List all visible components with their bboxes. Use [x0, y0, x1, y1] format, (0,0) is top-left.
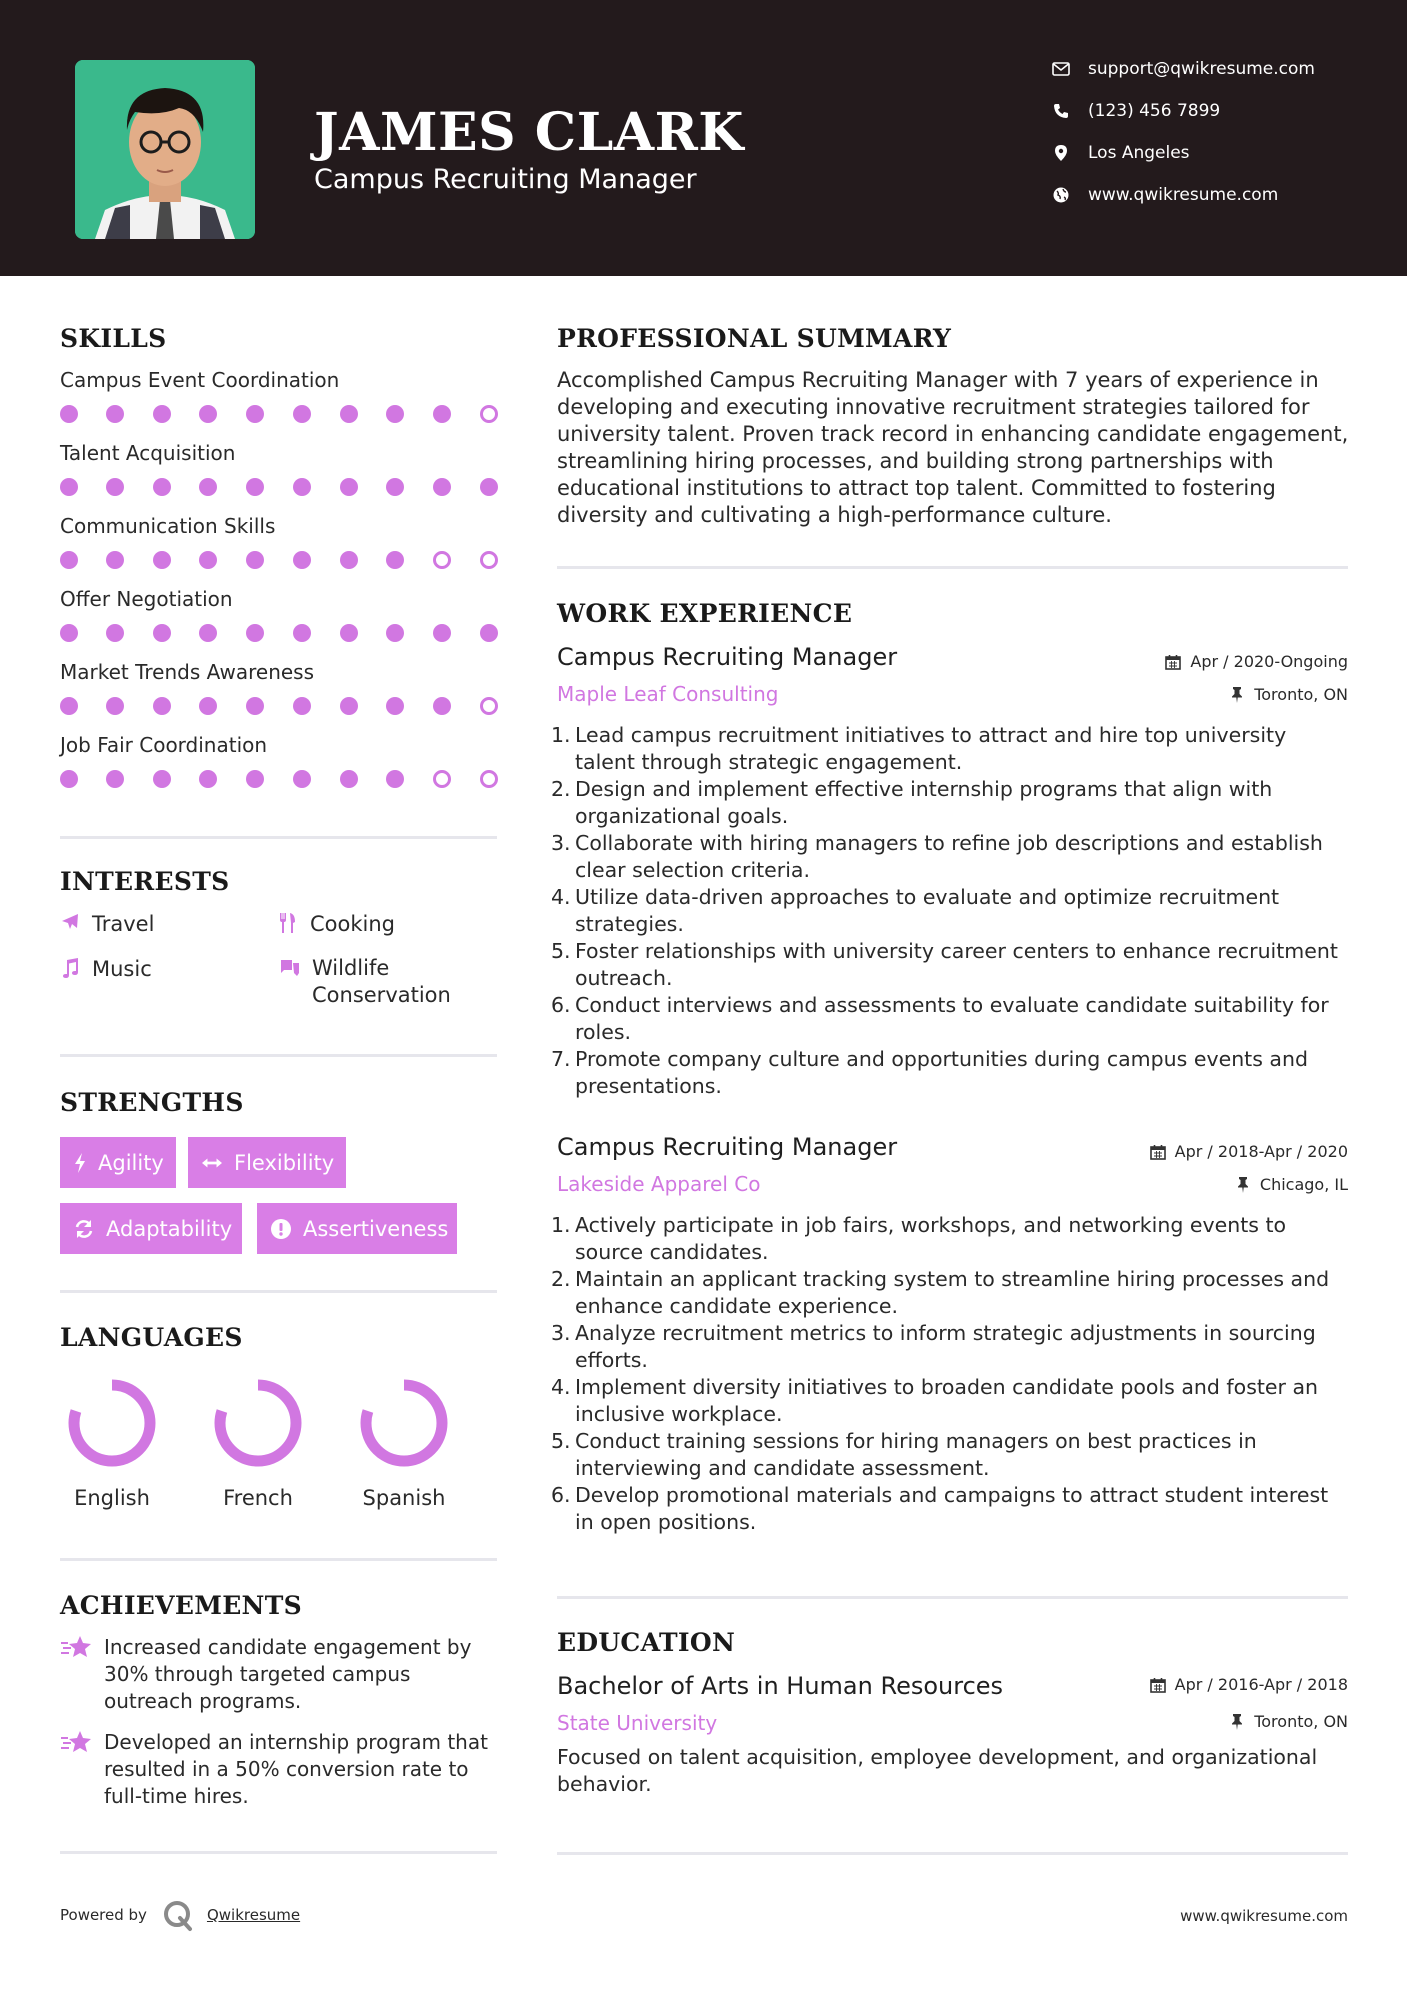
rating-dot-filled	[199, 478, 217, 496]
bullet-text: Lead campus recruitment initiatives to attract and hire top university talent through strategic engagement.	[575, 723, 1287, 774]
language-level-ring	[354, 1373, 454, 1473]
job-bullet-item	[551, 1046, 1351, 1100]
rating-dot-filled	[106, 624, 124, 642]
bullet-number: 2.	[551, 1267, 571, 1291]
bullet-text: Analyze recruitment metrics to inform strategic adjustments in sourcing efforts.	[575, 1321, 1316, 1372]
rating-dot-empty	[433, 770, 451, 788]
rating-dot-filled	[199, 770, 217, 788]
contact-website[interactable]	[1050, 180, 1370, 210]
pushpin-icon	[1234, 1176, 1252, 1194]
job-bullet-item	[551, 1212, 1351, 1266]
job-dates	[1149, 1142, 1348, 1161]
pushpin-icon	[1228, 686, 1246, 704]
rating-dot-filled	[153, 405, 171, 423]
rating-dot-filled	[386, 697, 404, 715]
rating-dot-filled	[246, 770, 264, 788]
bullet-text: Collaborate with hiring managers to refine job descriptions and establish clear selection criteria.	[575, 831, 1323, 882]
education-heading: EDUCATION	[557, 1628, 736, 1657]
rating-dot-filled	[293, 551, 311, 569]
bullet-text: Actively participate in job fairs, workshops, and networking events to source candidates.	[575, 1213, 1287, 1264]
envelope-icon	[1050, 58, 1072, 80]
strength-label: Flexibility	[234, 1150, 335, 1175]
language-level-ring	[62, 1373, 162, 1473]
skill-rating	[60, 404, 500, 424]
interest-travel	[60, 912, 154, 936]
resume-header	[0, 0, 1407, 276]
rating-dot-filled	[433, 697, 451, 715]
shooting-star-icon	[60, 1634, 92, 1662]
bullet-text: Implement diversity initiatives to broaden candidate pools and foster an inclusive workplace.	[575, 1375, 1319, 1426]
job-bullet-item	[551, 1320, 1351, 1374]
contact-phone-text: (123) 456 7899	[1088, 101, 1221, 121]
education-location	[1228, 1712, 1348, 1731]
rating-dot-filled	[153, 551, 171, 569]
contact-location	[1050, 138, 1370, 168]
language-level-arc	[74, 1385, 150, 1461]
brand-link[interactable]: Qwikresume	[206, 1906, 301, 1924]
skill-rating	[60, 696, 500, 716]
contact-location-text: Los Angeles	[1088, 143, 1190, 163]
calendar-icon	[1149, 1143, 1167, 1161]
job-bullet-item	[551, 992, 1351, 1046]
strength-flexibility	[188, 1137, 346, 1188]
skill-rating	[60, 769, 500, 789]
globe-icon	[1050, 184, 1072, 206]
rating-dot-filled	[386, 405, 404, 423]
strength-assertiveness	[257, 1203, 457, 1254]
arrows-horizontal-icon	[202, 1153, 222, 1173]
divider	[60, 1851, 497, 1854]
interest-label: Cooking	[310, 912, 395, 936]
job-bullet-item	[551, 776, 1351, 830]
rating-dot-filled	[60, 697, 78, 715]
qwikresume-logo-icon	[161, 1898, 195, 1932]
job-bullet-item	[551, 938, 1351, 992]
divider	[557, 1852, 1348, 1855]
rating-dot-filled	[199, 551, 217, 569]
rating-dot-filled	[246, 697, 264, 715]
refresh-icon	[74, 1219, 94, 1239]
contact-email[interactable]	[1050, 54, 1370, 84]
strengths-heading: STRENGTHS	[60, 1088, 244, 1117]
languages-heading: LANGUAGES	[60, 1323, 243, 1352]
divider	[557, 1596, 1348, 1599]
skill-label: Talent Acquisition	[60, 441, 236, 465]
company-name: Maple Leaf Consulting	[557, 682, 779, 706]
rating-dot-filled	[246, 478, 264, 496]
bullet-number: 3.	[551, 1321, 571, 1345]
footer-url[interactable]: www.qwikresume.com	[1180, 1907, 1348, 1925]
plane-icon	[60, 912, 82, 936]
rating-dot-filled	[293, 697, 311, 715]
rating-dot-empty	[480, 405, 498, 423]
summary-text: Accomplished Campus Recruiting Manager with 7 years of experience in developing and executing innovative recruitment strategies tailored for university talent. Proven track record in enhancing candidate engagement, streamlining hiring processes, and building strong partnerships with educational institutions to attract top talent. Committed to fostering diversity and cultivating a high-performance culture.	[557, 368, 1349, 527]
rating-dot-filled	[246, 551, 264, 569]
job-bullet-item	[551, 1266, 1351, 1320]
job-bullet-item	[551, 722, 1351, 776]
job-bullets	[551, 722, 1351, 1100]
rating-dot-filled	[386, 478, 404, 496]
job-location-text: Chicago, IL	[1259, 1175, 1348, 1194]
rating-dot-filled	[106, 551, 124, 569]
rating-dot-empty	[480, 770, 498, 788]
achievement-item	[60, 1729, 500, 1810]
rating-dot-filled	[340, 478, 358, 496]
rating-dot-filled	[153, 624, 171, 642]
achievement-text: Developed an internship program that resulted in a 50% conversion rate to full-time hires.	[104, 1730, 488, 1808]
school-name: State University	[557, 1711, 718, 1735]
contact-email-text: support@qwikresume.com	[1088, 59, 1315, 79]
skill-label: Market Trends Awareness	[60, 660, 315, 684]
education-location-text: Toronto, ON	[1254, 1712, 1348, 1731]
bullet-number: 1.	[551, 723, 571, 747]
bolt-icon	[74, 1153, 86, 1173]
rating-dot-filled	[106, 405, 124, 423]
rating-dot-filled	[199, 405, 217, 423]
rating-dot-filled	[246, 624, 264, 642]
rating-dot-filled	[153, 697, 171, 715]
rating-dot-filled	[293, 770, 311, 788]
rating-dot-filled	[60, 405, 78, 423]
bullet-text: Design and implement effective internship programs that align with organizational goals.	[575, 777, 1273, 828]
rating-dot-filled	[480, 624, 498, 642]
skill-label: Offer Negotiation	[60, 587, 233, 611]
strength-adaptability	[60, 1203, 242, 1254]
book-icon	[280, 957, 302, 981]
rating-dot-filled	[480, 478, 498, 496]
strength-agility	[60, 1137, 176, 1188]
bullet-text: Develop promotional materials and campaigns to attract student interest in open positions.	[575, 1483, 1329, 1534]
divider	[60, 1054, 497, 1057]
job-dates-text: Apr / 2018-Apr / 2020	[1174, 1142, 1348, 1161]
company-name: Lakeside Apparel Co	[557, 1172, 761, 1196]
contact-phone[interactable]	[1050, 96, 1370, 126]
rating-dot-filled	[293, 624, 311, 642]
rating-dot-filled	[293, 478, 311, 496]
music-note-icon	[60, 957, 82, 981]
skill-label: Job Fair Coordination	[60, 733, 268, 757]
candidate-title: Campus Recruiting Manager	[314, 164, 697, 195]
skill-rating	[60, 623, 500, 643]
job-bullet-item	[551, 884, 1351, 938]
profile-photo	[75, 60, 255, 239]
rating-dot-filled	[433, 405, 451, 423]
bullet-text: Conduct interviews and assessments to evaluate candidate suitability for roles.	[575, 993, 1329, 1044]
interest-label: Wildlife Conservation	[312, 956, 451, 1007]
interest-label: Music	[92, 957, 152, 981]
bullet-number: 5.	[551, 1429, 571, 1453]
divider	[557, 566, 1348, 569]
rating-dot-filled	[153, 770, 171, 788]
language-level-arc	[220, 1385, 296, 1461]
utensils-icon	[278, 912, 300, 936]
rating-dot-filled	[340, 770, 358, 788]
language-level-ring	[208, 1373, 308, 1473]
footer-powered-by	[60, 1898, 300, 1932]
rating-dot-filled	[386, 770, 404, 788]
rating-dot-filled	[340, 405, 358, 423]
candidate-name: JAMES CLARK	[314, 102, 745, 163]
bullet-number: 6.	[551, 993, 571, 1017]
summary-heading: PROFESSIONAL SUMMARY	[557, 324, 952, 353]
achievement-text: Increased candidate engagement by 30% through targeted campus outreach programs.	[104, 1635, 472, 1713]
achievements-heading: ACHIEVEMENTS	[60, 1591, 302, 1620]
location-icon	[1050, 142, 1072, 164]
language-level-arc	[366, 1385, 442, 1461]
job-bullet-item	[551, 1428, 1351, 1482]
calendar-icon	[1164, 653, 1182, 671]
job-dates	[1164, 652, 1348, 671]
rating-dot-filled	[199, 697, 217, 715]
rating-dot-filled	[153, 478, 171, 496]
rating-dot-filled	[386, 551, 404, 569]
rating-dot-filled	[433, 478, 451, 496]
strength-label: Adaptability	[106, 1216, 233, 1241]
calendar-icon	[1149, 1676, 1167, 1694]
divider	[60, 1558, 497, 1561]
job-bullets	[551, 1212, 1351, 1536]
rating-dot-filled	[433, 624, 451, 642]
rating-dot-filled	[340, 551, 358, 569]
skill-label: Communication Skills	[60, 514, 276, 538]
strength-label: Agility	[98, 1150, 164, 1175]
interest-music	[60, 957, 152, 981]
education-dates-text: Apr / 2016-Apr / 2018	[1174, 1675, 1348, 1694]
interest-wildlife	[280, 957, 480, 1009]
rating-dot-filled	[246, 405, 264, 423]
contact-website-text: www.qwikresume.com	[1088, 185, 1279, 205]
rating-dot-filled	[106, 770, 124, 788]
interests-heading: INTERESTS	[60, 867, 230, 896]
bullet-number: 3.	[551, 831, 571, 855]
bullet-number: 2.	[551, 777, 571, 801]
bullet-number: 4.	[551, 1375, 571, 1399]
rating-dot-filled	[60, 624, 78, 642]
rating-dot-empty	[480, 697, 498, 715]
rating-dot-filled	[60, 551, 78, 569]
job-dates-text: Apr / 2020-Ongoing	[1190, 652, 1348, 671]
bullet-number: 6.	[551, 1483, 571, 1507]
interest-cooking	[278, 912, 395, 936]
bullet-text: Maintain an applicant tracking system to streamline hiring processes and enhance candidate experience.	[575, 1267, 1330, 1318]
job-location	[1228, 685, 1348, 704]
bullet-number: 7.	[551, 1047, 571, 1071]
education-dates	[1149, 1675, 1348, 1694]
language-label: English	[74, 1486, 150, 1510]
strength-label: Assertiveness	[303, 1216, 449, 1241]
job-title: Campus Recruiting Manager	[557, 643, 898, 671]
bullet-number: 5.	[551, 939, 571, 963]
powered-by-label: Powered by	[60, 1906, 147, 1924]
language-label: Spanish	[362, 1486, 446, 1510]
bullet-text: Promote company culture and opportunities during campus events and presentations.	[575, 1047, 1308, 1098]
rating-dot-filled	[293, 405, 311, 423]
rating-dot-filled	[106, 697, 124, 715]
job-title: Campus Recruiting Manager	[557, 1133, 898, 1161]
rating-dot-filled	[60, 478, 78, 496]
bullet-number: 1.	[551, 1213, 571, 1237]
job-bullet-item	[551, 830, 1351, 884]
skills-heading: SKILLS	[60, 324, 167, 353]
rating-dot-filled	[199, 624, 217, 642]
pushpin-icon	[1228, 1713, 1246, 1731]
bullet-text: Conduct training sessions for hiring managers on best practices in interviewing and candidate assessment.	[575, 1429, 1257, 1480]
education-description: Focused on talent acquisition, employee development, and organizational behavior.	[557, 1745, 1318, 1796]
interest-label: Travel	[92, 912, 155, 936]
job-bullet-item	[551, 1482, 1351, 1536]
achievement-item	[60, 1634, 500, 1715]
rating-dot-filled	[340, 624, 358, 642]
rating-dot-empty	[433, 551, 451, 569]
exclamation-circle-icon	[271, 1219, 291, 1239]
skill-rating	[60, 477, 500, 497]
job-location-text: Toronto, ON	[1254, 685, 1348, 704]
skill-rating	[60, 550, 500, 570]
rating-dot-filled	[60, 770, 78, 788]
rating-dot-empty	[480, 551, 498, 569]
experience-heading: WORK EXPERIENCE	[557, 599, 853, 628]
rating-dot-filled	[386, 624, 404, 642]
bullet-text: Utilize data-driven approaches to evaluate and optimize recruitment strategies.	[575, 885, 1280, 936]
degree-title: Bachelor of Arts in Human Resources	[557, 1672, 1004, 1700]
phone-icon	[1050, 100, 1072, 122]
shooting-star-icon	[60, 1729, 92, 1757]
divider	[60, 836, 497, 839]
job-bullet-item	[551, 1374, 1351, 1428]
divider	[60, 1290, 497, 1293]
rating-dot-filled	[340, 697, 358, 715]
bullet-number: 4.	[551, 885, 571, 909]
bullet-text: Foster relationships with university career centers to enhance recruitment outreach.	[575, 939, 1338, 990]
rating-dot-filled	[106, 478, 124, 496]
skill-label: Campus Event Coordination	[60, 368, 340, 392]
language-label: French	[223, 1486, 293, 1510]
job-location	[1234, 1175, 1348, 1194]
